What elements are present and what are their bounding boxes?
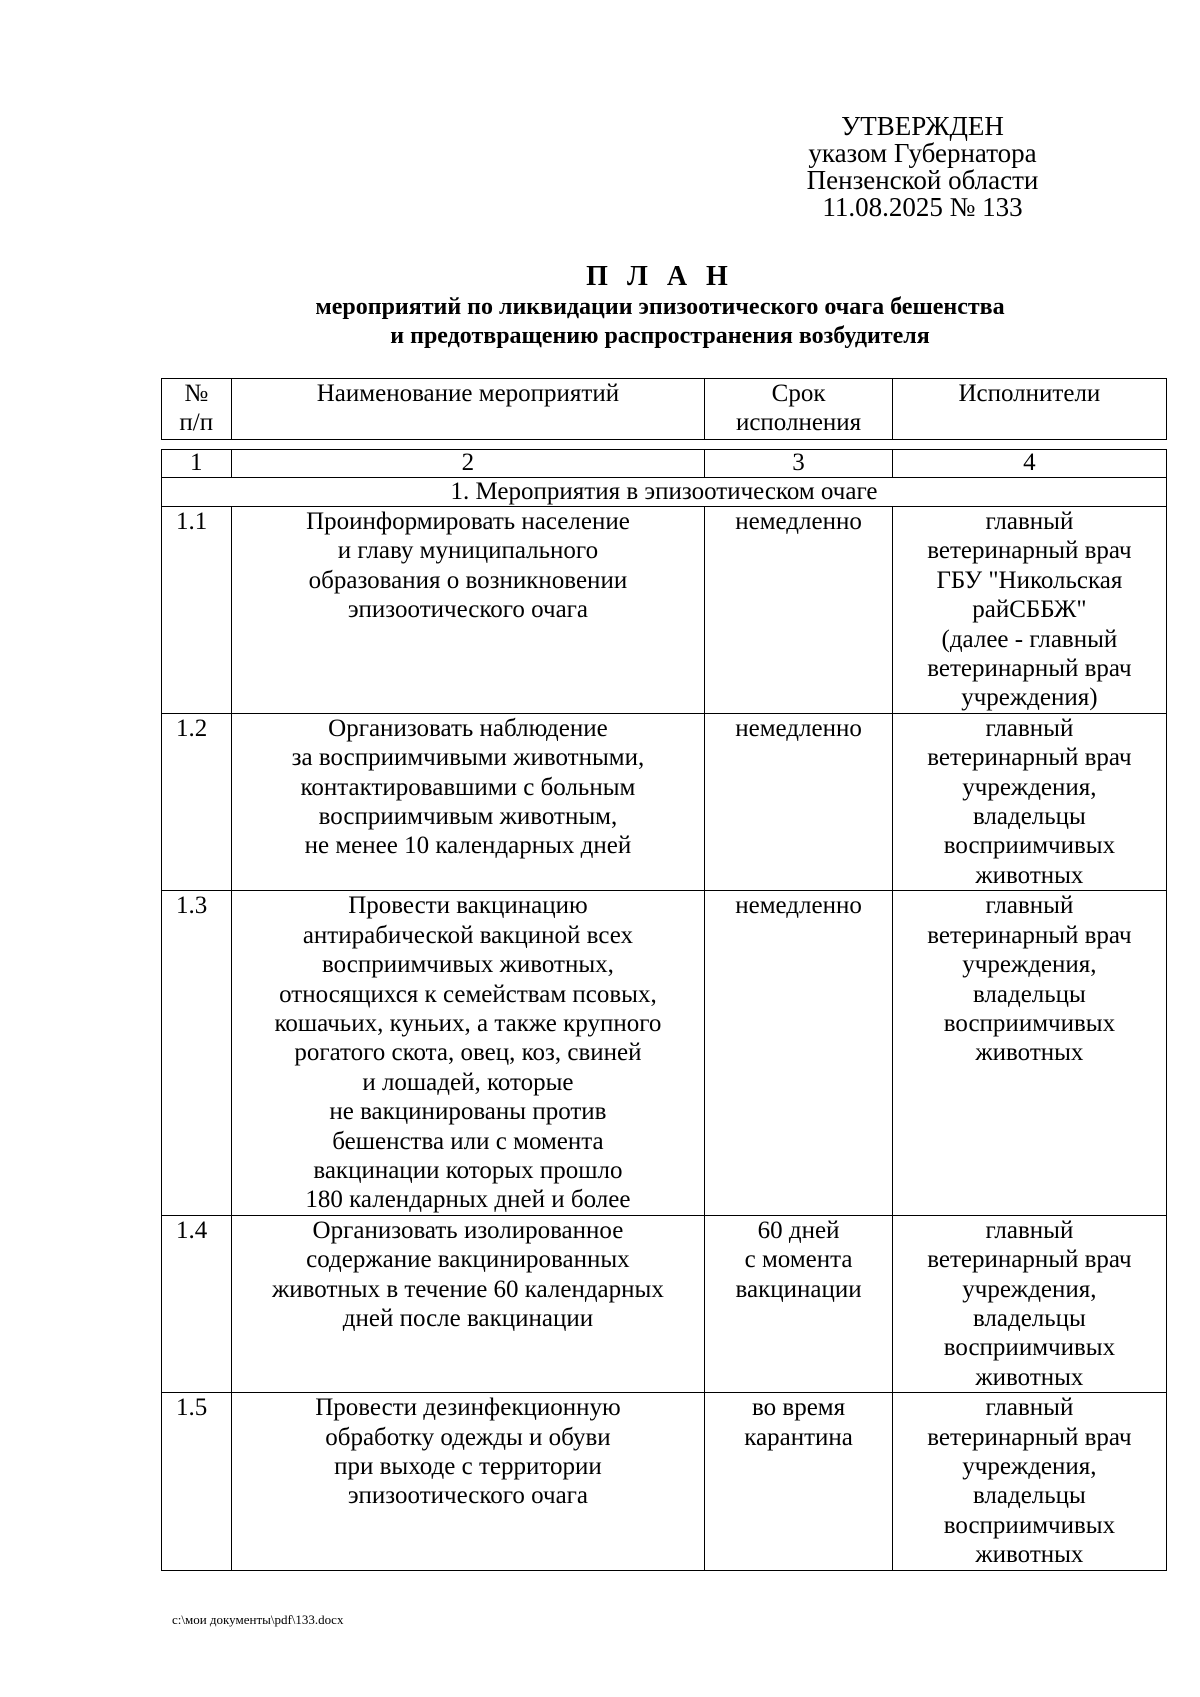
executor-line: ветеринарный врач	[927, 1246, 1132, 1274]
executor-line: восприимчивых	[943, 1334, 1116, 1362]
activity-line: восприимчивых животных,	[321, 951, 614, 979]
row-number: 1.4	[162, 1215, 232, 1392]
row-number: 1.3	[162, 891, 232, 1215]
executor-line: райСББЖ"	[972, 596, 1087, 624]
executor-line: животных	[975, 1363, 1084, 1391]
activity-line: эпизоотического очага	[347, 596, 589, 624]
executor-line: учреждения)	[961, 684, 1098, 712]
table-header	[161, 378, 1167, 440]
column-number-row	[162, 450, 1167, 478]
header-cell-executors	[892, 379, 1166, 440]
deadline-line: немедленно	[735, 714, 862, 742]
activity-line: дней после вакцинации	[342, 1304, 594, 1332]
executor-line: учреждения,	[962, 1275, 1097, 1303]
deadline-cell	[705, 713, 892, 890]
executor-line: главный	[985, 714, 1074, 742]
section-title: 1. Мероприятия в эпизоотическом очаге	[162, 478, 1167, 507]
executor-line: ГБУ "Никольская	[936, 566, 1123, 594]
deadline-line: карантина	[744, 1423, 853, 1451]
header-cell-name	[231, 379, 705, 440]
activity-name-cell	[231, 507, 705, 714]
activity-name-cell	[231, 1215, 705, 1392]
executor-line: ветеринарный врач	[927, 1423, 1132, 1451]
approval-stamp	[790, 113, 1055, 221]
table-row	[162, 891, 1167, 1215]
executors-cell	[892, 1393, 1166, 1570]
activity-line: и лошадей, которые	[362, 1068, 574, 1096]
column-number-cell: 2	[231, 450, 705, 478]
header-cell-term	[705, 379, 892, 440]
executor-line: восприимчивых	[943, 832, 1116, 860]
section-row	[162, 478, 1167, 507]
deadline-cell	[705, 891, 892, 1215]
executor-line: животных	[975, 861, 1084, 889]
activity-line: Организовать наблюдение	[328, 714, 608, 742]
plan-table	[161, 449, 1167, 1571]
deadline-cell	[705, 507, 892, 714]
table-row	[162, 713, 1167, 890]
executor-line: учреждения,	[962, 951, 1097, 979]
executor-line: учреждения,	[962, 1453, 1097, 1480]
header-text: Срок	[771, 380, 826, 407]
executor-line: главный	[985, 1216, 1074, 1244]
activity-line: восприимчивым животным,	[318, 803, 618, 831]
executors-cell	[892, 507, 1166, 714]
activity-line: не вакцинированы против	[329, 1098, 607, 1126]
file-path-footer: c:\мои документы\pdf\133.docx	[172, 1612, 344, 1627]
row-number: 1.1	[162, 507, 232, 714]
executor-line: владельцы	[972, 1304, 1086, 1332]
activity-line: и главу муниципального	[337, 537, 599, 565]
activity-line: Проинформировать население	[306, 508, 630, 535]
deadline-line: с момента	[744, 1246, 853, 1274]
activity-line: при выходе с территории	[334, 1453, 602, 1480]
activity-line: кошачьих, куньих, а также крупного	[274, 1009, 662, 1037]
header-cell-num	[162, 379, 232, 440]
activity-line: вакцинации которых прошло	[313, 1156, 623, 1184]
activity-line: содержание вакцинированных	[306, 1246, 630, 1274]
header-row	[162, 379, 1167, 440]
executor-line: ветеринарный врач	[927, 537, 1132, 565]
activity-line: Организовать изолированное	[312, 1216, 624, 1244]
activity-line: не менее 10 календарных дней	[304, 832, 632, 860]
executor-line: владельцы	[972, 1482, 1086, 1510]
activity-line: Провести вакцинацию	[348, 892, 588, 920]
activity-line: антирабической вакциной всех	[302, 921, 634, 949]
deadline-cell	[705, 1215, 892, 1392]
column-number-cell: 3	[705, 450, 892, 478]
executor-line: главный	[985, 1394, 1074, 1422]
approval-date-number: 11.08.2025 № 133	[822, 192, 1023, 222]
deadline-line: немедленно	[735, 508, 862, 535]
deadline-line: во время	[752, 1394, 846, 1422]
row-number: 1.5	[162, 1393, 232, 1570]
title-line-2: и предотвращению распространения возбудителя	[390, 323, 930, 349]
header-text: п/п	[179, 409, 214, 437]
executor-line: животных	[975, 1541, 1084, 1569]
table-row	[162, 1393, 1167, 1570]
executor-line: ветеринарный врач	[927, 655, 1132, 683]
activity-name-cell	[231, 713, 705, 890]
title-plan: П Л А Н	[586, 261, 734, 292]
header-text: исполнения	[735, 409, 862, 437]
document-title	[160, 261, 1160, 351]
activity-name-cell	[231, 891, 705, 1215]
header-text: Исполнители	[958, 380, 1101, 407]
activity-line: рогатого скота, овец, коз, свиней	[294, 1039, 642, 1067]
executor-line: восприимчивых	[943, 1511, 1116, 1539]
activity-line: относящихся к семействам псовых,	[279, 980, 657, 1008]
activity-line: 180 календарных дней и более	[305, 1186, 631, 1214]
deadline-line: 60 дней	[757, 1216, 840, 1244]
executor-line: владельцы	[972, 980, 1086, 1008]
executor-line: учреждения,	[962, 773, 1097, 801]
table-row	[162, 507, 1167, 714]
column-number-cell: 4	[892, 450, 1166, 478]
approval-heading: УТВЕРЖДЕН	[841, 111, 1004, 141]
deadline-line: вакцинации	[735, 1275, 862, 1303]
activity-line: контактировавшими с больным	[300, 773, 636, 801]
executor-line: ветеринарный врач	[927, 921, 1132, 949]
activity-name-cell	[231, 1393, 705, 1570]
title-line-1: мероприятий по ликвидации эпизоотического очага бешенства	[315, 294, 1005, 320]
activity-line: эпизоотического очага	[347, 1482, 589, 1510]
deadline-line: немедленно	[735, 892, 862, 920]
activity-line: за восприимчивыми животными,	[291, 744, 645, 772]
executor-line: (далее - главный	[941, 625, 1118, 653]
approval-decree: указом Губернатора	[808, 138, 1037, 168]
column-number-cell: 1	[162, 450, 232, 478]
header-text: №	[184, 380, 209, 407]
row-number: 1.2	[162, 713, 232, 890]
approval-region: Пензенской области	[806, 165, 1039, 195]
executor-line: восприимчивых	[943, 1009, 1116, 1037]
deadline-cell	[705, 1393, 892, 1570]
executor-line: владельцы	[972, 803, 1086, 831]
executors-cell	[892, 713, 1166, 890]
executor-line: животных	[975, 1039, 1084, 1067]
executor-line: ветеринарный врач	[927, 744, 1132, 772]
activity-line: образования о возникновении	[308, 566, 628, 594]
executors-cell	[892, 891, 1166, 1215]
activity-line: Провести дезинфекционную	[315, 1394, 621, 1422]
executor-line: главный	[985, 892, 1074, 920]
header-text: Наименование мероприятий	[316, 380, 620, 407]
executor-line: главный	[985, 508, 1074, 535]
table-row	[162, 1215, 1167, 1392]
activity-line: обработку одежды и обуви	[325, 1423, 611, 1451]
executors-cell	[892, 1215, 1166, 1392]
activity-line: животных в течение 60 календарных	[272, 1275, 664, 1303]
activity-line: бешенства или с момента	[332, 1127, 604, 1155]
